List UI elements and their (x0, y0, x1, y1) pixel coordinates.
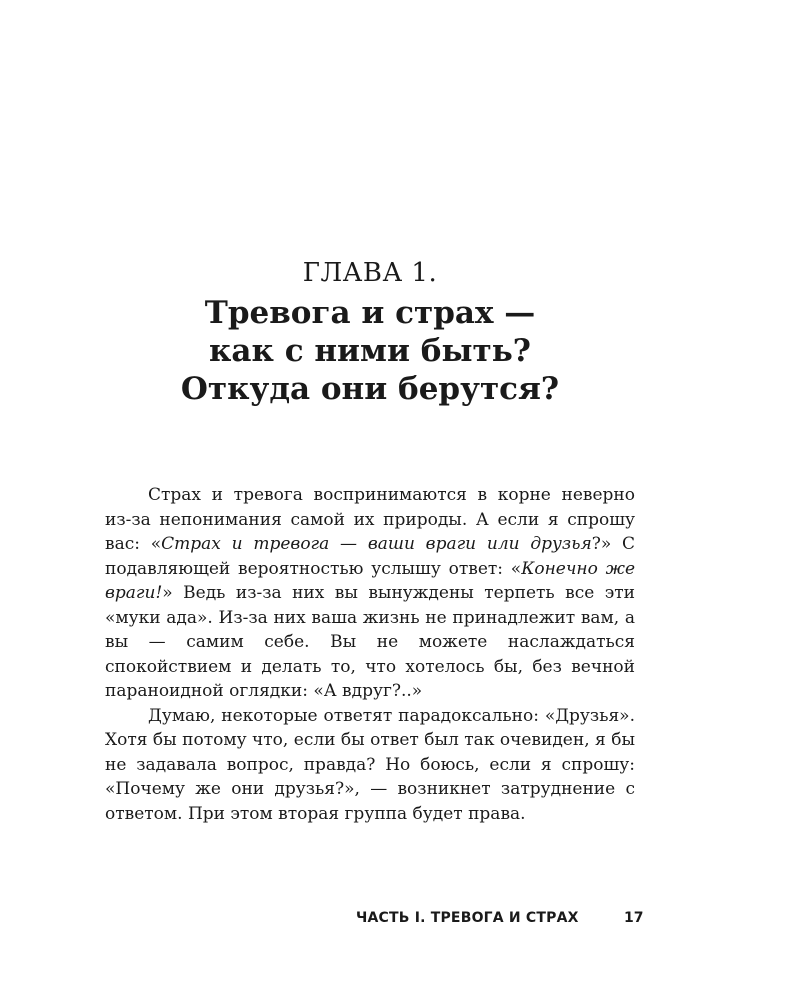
chapter-title-line: Откуда они берутся? (180, 371, 560, 407)
page-footer (0, 910, 800, 934)
chapter-title-line: как с ними быть? (209, 333, 531, 369)
chapter-label: ГЛАВА 1. (302, 258, 438, 288)
running-head: ЧАСТЬ I. ТРЕВОГА И СТРАХ (356, 910, 579, 926)
paragraph (105, 483, 635, 704)
body-text (105, 483, 635, 826)
text-segment: Страх и тревога воспринимаются в корне неверно из-за непонимания самой их природы. А если я спрошу вас: « (105, 485, 635, 554)
chapter-title (0, 294, 740, 408)
page-number: 17 (624, 910, 644, 926)
text-segment-italic: Страх и тревога — ваши враги или друзья (161, 534, 592, 554)
text-segment: ?» С подавляющей вероятностью услышу ответ: « (105, 534, 635, 579)
paragraph (105, 704, 635, 827)
chapter-title-line: Тревога и страх — (204, 295, 536, 331)
text-segment-italic: Конечно же враги! (105, 558, 636, 603)
text-segment: » Ведь из-за них вы вынуждены терпеть все эти «муки ада». Из-за них ваша жизнь не принадлежит вам, а вы — самим себе. Вы не можете наслаждаться спокойствием и делать то, что хотелось бы, без вечной параноидной оглядки: «А вдруг?..» (105, 583, 635, 701)
text-segment: Думаю, некоторые ответят парадоксально: «Друзья». Хотя бы потому что, если бы ответ был так очевиден, я бы не задавала вопрос, правда? Но боюсь, если я спрошу: «Почему же они друзья?», — возникнет затруднение с ответом. При этом вторая группа будет права. (105, 705, 635, 824)
